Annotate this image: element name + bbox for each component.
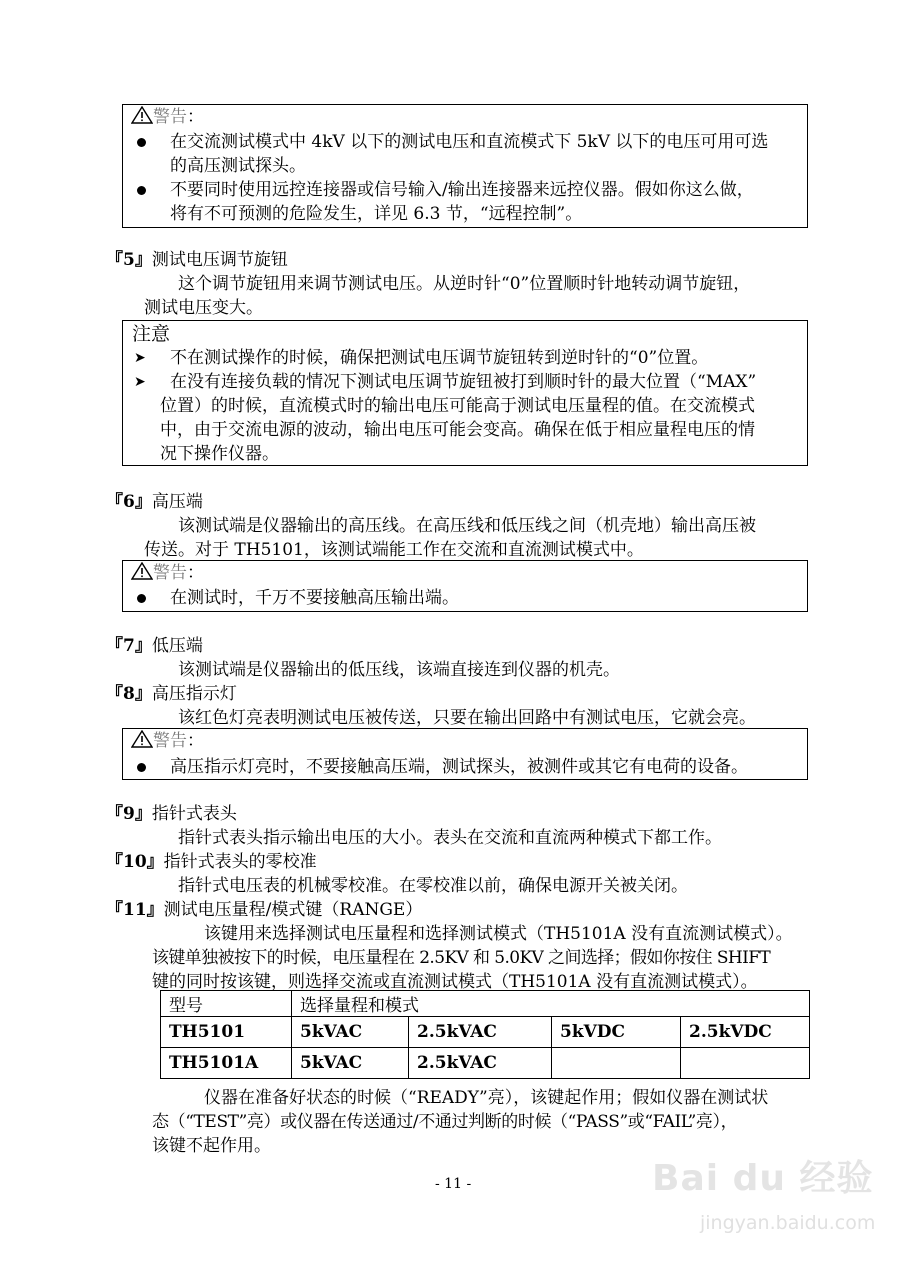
bullet-icon	[137, 594, 146, 603]
table-cell: 5kVDC	[552, 1017, 681, 1048]
paragraph: 该键不起作用。	[152, 1136, 271, 1156]
warning-text: 的高压测试探头。	[170, 156, 306, 176]
warning-header: 警告：	[131, 561, 204, 585]
warning-triangle-icon	[131, 730, 153, 748]
paragraph: 态（“TEST”亮）或仪器在传送通过/不通过判断的时候（“PASS”或“FAIL”亮），	[152, 1112, 738, 1132]
section-heading-6: 『6』高压端	[106, 492, 203, 512]
table-header-cell: 选择量程和模式	[292, 991, 810, 1017]
section-heading-5: 『5』测试电压调节旋钮	[106, 250, 288, 270]
warning-text: 高压指示灯亮时，不要接触高压端，测试探头，被测件或其它有电荷的设备。	[170, 757, 748, 777]
section-heading-8: 『8』高压指示灯	[106, 684, 237, 704]
warning-text: 在交流测试模式中 4kV 以下的测试电压和直流模式下 5kV 以下的电压可用可选	[170, 132, 769, 152]
paragraph: 指针式表头指示输出电压的大小。表头在交流和直流两种模式下都工作。	[178, 828, 722, 848]
paragraph: 仪器在准备好状态的时候（“READY”亮），该键起作用；假如仪器在测试状	[204, 1088, 769, 1108]
warning-triangle-icon	[131, 106, 153, 124]
note-text: 在没有连接负载的情况下测试电压调节旋钮被打到顺时针的最大位置（“MAX”	[170, 372, 757, 392]
table-cell: 5kVAC	[292, 1048, 409, 1079]
paragraph: 指针式电压表的机械零校准。在零校准以前，确保电源开关被关闭。	[178, 876, 688, 896]
bullet-icon	[137, 763, 146, 772]
note-text: 位置）的时候，直流模式时的输出电压可能高于测试电压量程的值。在交流模式	[160, 396, 755, 416]
table-header-row	[161, 991, 810, 1017]
section-heading-9: 『9』指针式表头	[106, 804, 237, 824]
watermark-url: jingyan.baidu.com	[700, 1212, 876, 1234]
section-heading-11: 『11』测试电压量程/模式键（RANGE）	[106, 900, 423, 920]
paragraph: 这个调节旋钮用来调节测试电压。从逆时针“0”位置顺时针地转动调节旋钮，	[178, 274, 751, 294]
paragraph: 该键用来选择测试电压量程和选择测试模式（TH5101A 没有直流测试模式）。	[204, 924, 793, 944]
table-row	[161, 1017, 810, 1048]
section-heading-7: 『7』低压端	[106, 636, 203, 656]
table-cell	[552, 1048, 681, 1079]
section-heading-10: 『10』指针式表头的零校准	[106, 852, 317, 872]
bullet-icon	[137, 138, 146, 147]
table-cell: 2.5kVAC	[409, 1017, 552, 1048]
range-mode-table	[160, 990, 810, 1079]
table-cell: 5kVAC	[292, 1017, 409, 1048]
warning-text: 在测试时，千万不要接触高压输出端。	[170, 588, 459, 608]
table-cell	[681, 1048, 810, 1079]
paragraph: 测试电压变大。	[144, 298, 263, 318]
arrow-bullet-icon: ➤	[134, 374, 146, 390]
paragraph: 该键单独被按下的时候，电压量程在 2.5KV 和 5.0KV 之间选择；假如你按住 SHIFT	[152, 948, 771, 968]
table-cell: TH5101	[161, 1017, 292, 1048]
arrow-bullet-icon: ➤	[134, 350, 146, 366]
paragraph: 键的同时按该键，则选择交流或直流测试模式（TH5101A 没有直流测试模式）。	[152, 972, 758, 992]
table-cell: 2.5kVAC	[409, 1048, 552, 1079]
warning-triangle-icon	[131, 562, 153, 580]
warning-header: 警告：	[131, 729, 204, 753]
note-text: 不在测试操作的时候，确保把测试电压调节旋钮转到逆时针的“0”位置。	[170, 348, 709, 368]
note-text: 况下操作仪器。	[160, 444, 279, 464]
bullet-icon	[137, 186, 146, 195]
table-header-cell: 型号	[161, 991, 292, 1017]
paragraph: 该红色灯亮表明测试电压被传送，只要在输出回路中有测试电压，它就会亮。	[178, 708, 756, 728]
table-cell: 2.5kVDC	[681, 1017, 810, 1048]
table-row	[161, 1048, 810, 1079]
page-number: - 11 -	[435, 1176, 472, 1192]
warning-text: 将有不可预测的危险发生，详见 6.3 节，“远程控制”。	[170, 204, 583, 224]
table-cell: TH5101A	[161, 1048, 292, 1079]
note-title: 注意	[132, 323, 171, 345]
paragraph: 该测试端是仪器输出的高压线。在高压线和低压线之间（机壳地）输出高压被	[178, 516, 756, 536]
warning-header: 警告：	[131, 105, 204, 129]
paragraph: 传送。对于 TH5101，该测试端能工作在交流和直流测试模式中。	[144, 540, 644, 560]
baidu-jingyan-watermark-logo: Bai du 经验	[652, 1158, 874, 1199]
note-text: 中，由于交流电源的波动，输出电压可能会变高。确保在低于相应量程电压的情	[160, 420, 755, 440]
warning-text: 不要同时使用远控连接器或信号输入/输出连接器来远控仪器。假如你这么做，	[170, 180, 754, 200]
paragraph: 该测试端是仪器输出的低压线，该端直接连到仪器的机壳。	[178, 660, 620, 680]
